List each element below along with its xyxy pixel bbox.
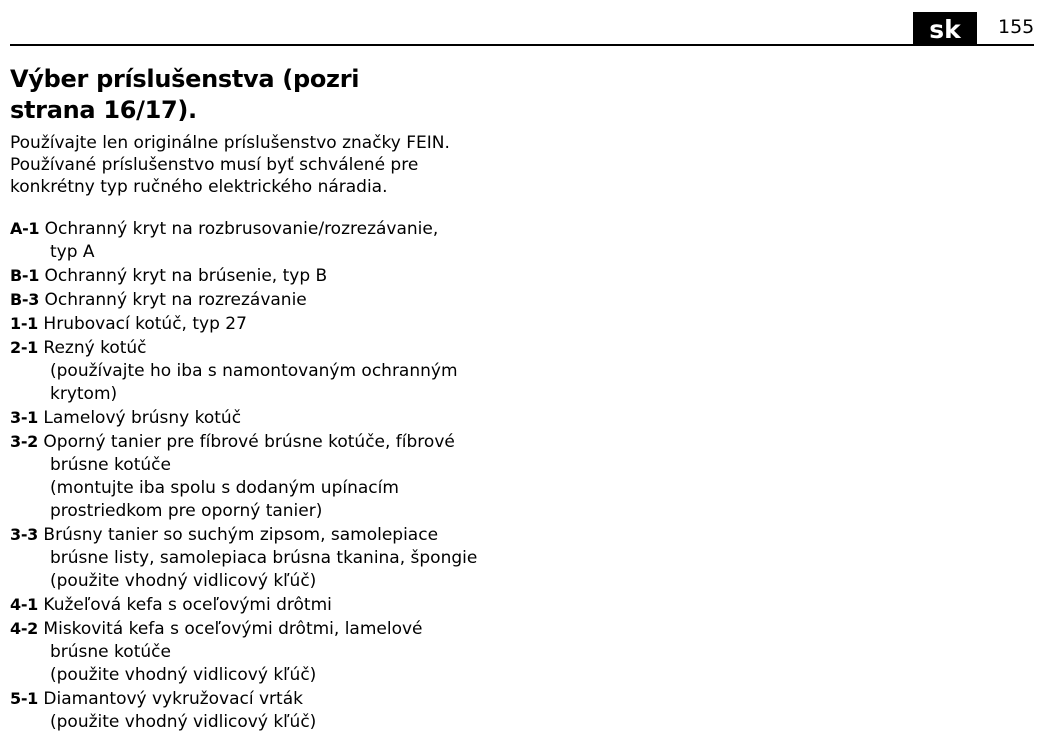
accessory-item-continuation	[10, 360, 630, 383]
accessory-list	[10, 217, 630, 734]
accessory-text: Diamantový vykružovací vrták	[43, 689, 303, 709]
accessory-text: Hrubovací kotúč, typ 27	[43, 314, 247, 334]
accessory-item	[10, 264, 630, 288]
accessory-text: Miskovitá kefa s oceľovými drôtmi, lamelové	[43, 619, 423, 639]
accessory-item-continuation	[10, 664, 630, 687]
accessory-code: B-1	[10, 266, 40, 285]
accessory-item-first-line	[10, 617, 630, 641]
language-badge: sk	[913, 12, 977, 46]
accessory-text: Ochranný kryt na rozrezávanie	[44, 290, 307, 310]
section-heading-line: Výber príslušenstva (pozri	[10, 65, 360, 93]
accessory-item	[10, 406, 630, 430]
accessory-item-continuation	[10, 641, 630, 664]
intro-line: Používajte len originálne príslušenstvo značky FEIN.	[10, 133, 450, 153]
accessory-item-continuation	[10, 711, 630, 734]
accessory-item-continuation	[10, 383, 630, 406]
accessory-code: 4-1	[10, 595, 39, 614]
accessory-code: B-3	[10, 290, 40, 309]
intro-paragraph	[10, 132, 610, 198]
accessory-item-first-line	[10, 264, 630, 288]
accessory-text: typ A	[50, 242, 95, 262]
section-heading	[10, 64, 470, 126]
accessory-item-continuation	[10, 547, 630, 570]
accessory-text: brúsne kotúče	[50, 642, 171, 662]
accessory-item	[10, 336, 630, 406]
accessory-item-first-line	[10, 430, 630, 454]
accessory-item-first-line	[10, 593, 630, 617]
accessory-text: Oporný tanier pre fíbrové brúsne kotúče, fíbrové	[43, 432, 455, 452]
accessory-text: Ochranný kryt na brúsenie, typ B	[44, 266, 328, 286]
accessory-code: 3-1	[10, 408, 39, 427]
accessory-text: (použite vhodný vidlicový kľúč)	[50, 571, 317, 591]
accessory-text: Rezný kotúč	[43, 338, 147, 358]
accessory-item-first-line	[10, 687, 630, 711]
accessory-text: krytom)	[50, 384, 118, 404]
accessory-item	[10, 217, 630, 264]
accessory-text: brúsne listy, samolepiaca brúsna tkanina, špongie	[50, 548, 478, 568]
accessory-item	[10, 687, 630, 734]
accessory-code: 3-2	[10, 432, 39, 451]
accessory-code: 1-1	[10, 314, 39, 333]
accessory-item	[10, 288, 630, 312]
page-number: 155	[998, 16, 1035, 38]
accessory-item	[10, 430, 630, 523]
accessory-item-continuation	[10, 241, 630, 264]
header-rule	[10, 44, 1034, 46]
accessory-text: Brúsny tanier so suchým zipsom, samolepiace	[43, 525, 439, 545]
accessory-item-first-line	[10, 312, 630, 336]
accessory-text: prostriedkom pre oporný tanier)	[50, 501, 323, 521]
accessory-item-first-line	[10, 523, 630, 547]
accessory-item	[10, 617, 630, 687]
intro-line: Používané príslušenstvo musí byť schválené pre	[10, 155, 419, 175]
section-heading-line: strana 16/17).	[10, 96, 197, 124]
accessory-text: (použite vhodný vidlicový kľúč)	[50, 665, 317, 685]
accessory-text: (montujte iba spolu s dodaným upínacím	[50, 478, 399, 498]
accessory-item	[10, 593, 630, 617]
accessory-code: A-1	[10, 219, 40, 238]
accessory-text: Ochranný kryt na rozbrusovanie/rozrezávanie,	[44, 219, 439, 239]
accessory-item-first-line	[10, 288, 630, 312]
accessory-item	[10, 523, 630, 593]
accessory-item-continuation	[10, 500, 630, 523]
accessory-text: Kužeľová kefa s oceľovými drôtmi	[43, 595, 332, 615]
accessory-code: 4-2	[10, 619, 39, 638]
accessory-text: Lamelový brúsny kotúč	[43, 408, 242, 428]
accessory-item-first-line	[10, 406, 630, 430]
accessory-item-continuation	[10, 477, 630, 500]
accessory-item	[10, 312, 630, 336]
accessory-item-continuation	[10, 570, 630, 593]
accessory-text: brúsne kotúče	[50, 455, 171, 475]
intro-line: konkrétny typ ručného elektrického náradia.	[10, 177, 388, 197]
accessory-code: 5-1	[10, 689, 39, 708]
accessory-code: 3-3	[10, 525, 39, 544]
accessory-text: (použite vhodný vidlicový kľúč)	[50, 712, 317, 732]
accessory-code: 2-1	[10, 338, 39, 357]
accessory-text: (používajte ho iba s namontovaným ochranným	[50, 361, 458, 381]
accessory-item-first-line	[10, 217, 630, 241]
accessory-item-first-line	[10, 336, 630, 360]
accessory-item-continuation	[10, 454, 630, 477]
